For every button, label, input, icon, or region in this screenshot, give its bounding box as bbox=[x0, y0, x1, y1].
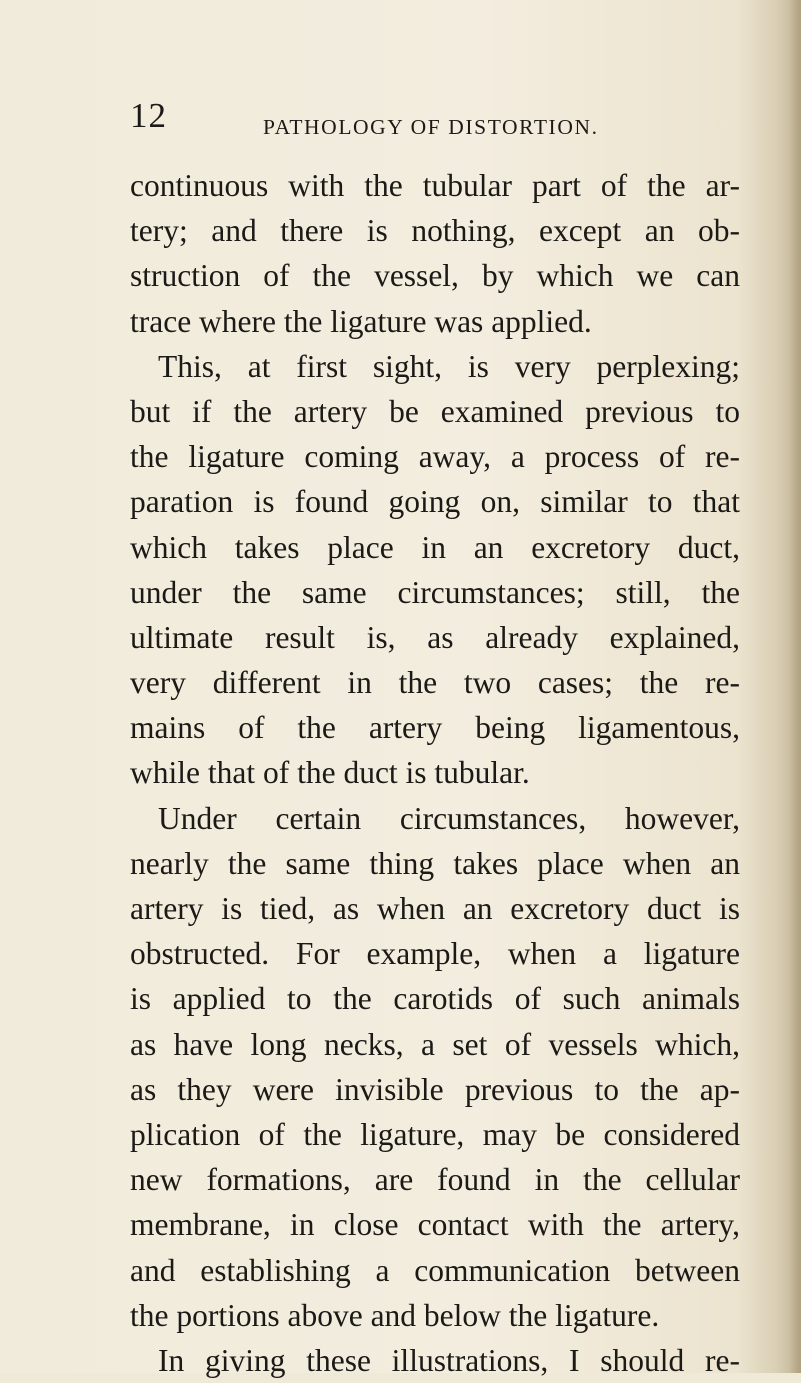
text-line: as they were invisible previous to the ap- bbox=[130, 1071, 740, 1107]
text-line: paration is found going on, similar to that bbox=[130, 484, 740, 520]
text-line: is applied to the carotids of such animals bbox=[130, 981, 740, 1017]
text-line: while that of the duct is tubular. bbox=[130, 755, 530, 791]
text-line: membrane, in close contact with the artery, bbox=[130, 1207, 740, 1243]
text-line: trace where the ligature was applied. bbox=[130, 303, 592, 339]
page-header bbox=[0, 96, 801, 156]
text-line: plication of the ligature, may be considered bbox=[130, 1116, 740, 1152]
text-line: the portions above and below the ligature. bbox=[130, 1297, 660, 1333]
text-line: nearly the same thing takes place when an bbox=[130, 845, 740, 881]
text-line: which takes place in an excretory duct, bbox=[130, 529, 740, 565]
page-number: 12 bbox=[130, 96, 167, 135]
text-line: and establishing a communication between bbox=[130, 1252, 740, 1288]
page-edge-shadow bbox=[789, 0, 801, 1373]
text-line: struction of the vessel, by which we can bbox=[130, 258, 740, 294]
text-line: In giving these illustrations, I should re- bbox=[158, 1342, 740, 1378]
text-line: tery; and there is nothing, except an ob- bbox=[130, 213, 740, 249]
text-line: obstructed. For example, when a ligature bbox=[130, 936, 740, 972]
text-line: as have long necks, a set of vessels which, bbox=[130, 1026, 740, 1062]
text-line: the ligature coming away, a process of re- bbox=[130, 439, 740, 475]
text-line: continuous with the tubular part of the ar- bbox=[130, 168, 740, 203]
text-line: under the same circumstances; still, the bbox=[130, 574, 740, 610]
running-head: PATHOLOGY OF DISTORTION. bbox=[263, 115, 599, 139]
text-line: ultimate result is, as already explained, bbox=[130, 619, 740, 655]
text-line: very different in the two cases; the re- bbox=[130, 665, 740, 701]
text-line: This, at first sight, is very perplexing; bbox=[158, 348, 740, 384]
body-text bbox=[130, 163, 740, 1383]
text-line: mains of the artery being ligamentous, bbox=[130, 710, 740, 746]
text-line: artery is tied, as when an excretory duct is bbox=[130, 891, 740, 926]
text-line: Under certain circumstances, however, bbox=[158, 800, 740, 836]
text-line: new formations, are found in the cellular bbox=[130, 1162, 740, 1198]
text-line: but if the artery be examined previous to bbox=[130, 393, 740, 429]
